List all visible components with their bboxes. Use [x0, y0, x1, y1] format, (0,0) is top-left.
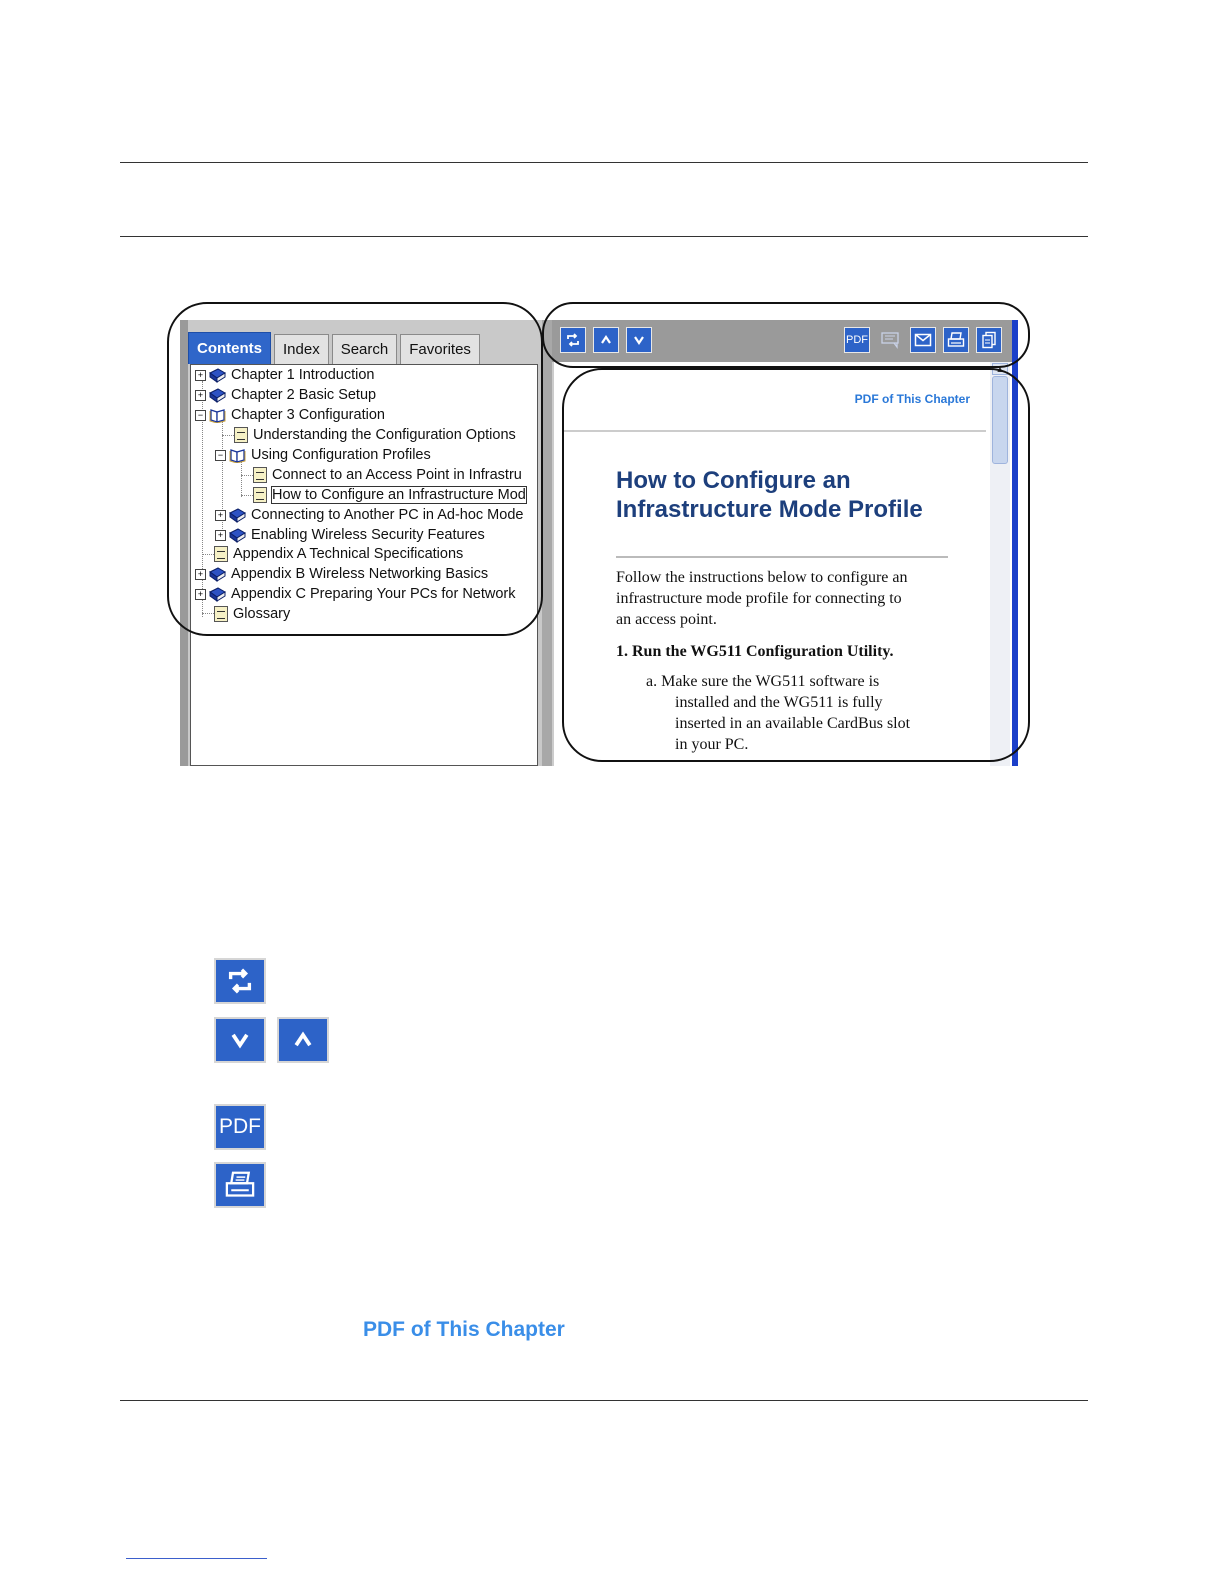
- tree-item-label: Using Configuration Profiles: [251, 447, 431, 463]
- tree-item[interactable]: [195, 405, 385, 425]
- toolbar: [552, 320, 1012, 362]
- content-divider: [564, 430, 986, 432]
- tree-item[interactable]: [253, 465, 522, 485]
- page-icon: [253, 467, 267, 483]
- tree-item-label: Appendix A Technical Specifications: [233, 546, 464, 562]
- contents-tree: [190, 364, 538, 766]
- open-book-icon: [229, 448, 246, 463]
- tree-item-label: Glossary: [233, 606, 291, 622]
- substep-line: in your PC.: [675, 736, 749, 753]
- window-edge: [1012, 320, 1018, 766]
- intro-line: an access point.: [616, 611, 717, 628]
- copy-icon: [981, 331, 997, 349]
- navigation-pane: [180, 320, 550, 766]
- pane-edge: [180, 320, 188, 766]
- page-icon: [214, 546, 228, 562]
- nav-tabs: [188, 330, 480, 364]
- tree-item-label: Appendix C Preparing Your PCs for Network: [231, 586, 516, 602]
- help-viewer-screenshot: [180, 320, 1018, 766]
- next-topic-button-large: [214, 1017, 266, 1063]
- substep-line: a. Make sure the WG511 software is: [646, 673, 880, 690]
- tree-item-label: Understanding the Configuration Options: [253, 427, 516, 443]
- top-rule: [120, 162, 1088, 163]
- tree-item-label: Connect to an Access Point in Infrastru: [272, 467, 522, 483]
- previous-topic-button-large: [277, 1017, 329, 1063]
- tree-item-label: Connecting to Another PC in Ad-hoc Mode: [251, 507, 524, 523]
- tree-item[interactable]: [214, 604, 290, 624]
- tree-item-label: Chapter 2 Basic Setup: [231, 387, 377, 403]
- copy-button[interactable]: [976, 327, 1002, 353]
- tree-item[interactable]: [215, 445, 431, 465]
- tree-item-label: Appendix B Wireless Networking Basics: [231, 566, 489, 582]
- tree-item-label: How to Configure an Infrastructure Mod: [272, 487, 526, 503]
- tree-connector: [202, 613, 214, 614]
- closed-book-icon: [209, 567, 226, 582]
- tab-contents[interactable]: Contents: [188, 332, 271, 364]
- tree-item[interactable]: [215, 525, 485, 545]
- printer-icon: [224, 1171, 256, 1199]
- tree-item-label: Enabling Wireless Security Features: [251, 527, 485, 543]
- tree-item[interactable]: [195, 584, 516, 604]
- expand-icon[interactable]: +: [195, 370, 206, 381]
- topic-content: [552, 362, 992, 766]
- closed-book-icon: [209, 368, 226, 383]
- comment-button[interactable]: [878, 327, 904, 353]
- open-book-icon: [209, 408, 226, 423]
- page-icon: [253, 487, 267, 503]
- chevron-down-icon: [228, 1028, 252, 1052]
- header-rule: [120, 236, 1088, 237]
- sync-icon: [225, 966, 255, 996]
- scroll-thumb[interactable]: [992, 376, 1008, 464]
- envelope-icon: [914, 333, 932, 347]
- pdf-of-chapter-link[interactable]: PDF of This Chapter: [854, 392, 970, 406]
- substep-line: inserted in an available CardBus slot: [675, 715, 911, 732]
- closed-book-icon: [209, 587, 226, 602]
- printer-icon: [947, 332, 965, 348]
- tree-item-label: Chapter 1 Introduction: [231, 367, 375, 383]
- closed-book-icon: [229, 508, 246, 523]
- intro-line: infrastructure mode profile for connecting to: [616, 590, 902, 607]
- step-heading: 1. Run the WG511 Configuration Utility.: [616, 643, 894, 660]
- sync-toc-button[interactable]: [560, 327, 586, 353]
- chevron-up-icon: [599, 333, 613, 347]
- expand-icon[interactable]: +: [195, 569, 206, 580]
- sync-icon: [565, 332, 581, 348]
- substep-a: [646, 671, 910, 755]
- content-scrollbar[interactable]: [990, 362, 1010, 766]
- topic-title-line: How to Configure an: [616, 467, 851, 494]
- chevron-up-icon: [291, 1028, 315, 1052]
- title-divider: [616, 556, 948, 558]
- topic-title: [616, 466, 976, 524]
- tree-connector: [202, 554, 214, 555]
- tree-item-selected[interactable]: [253, 485, 526, 505]
- tab-favorites[interactable]: Favorites: [400, 334, 480, 364]
- collapse-icon[interactable]: −: [215, 450, 226, 461]
- footer-rule: [120, 1400, 1088, 1401]
- expand-icon[interactable]: +: [215, 530, 226, 541]
- closed-book-icon: [209, 388, 226, 403]
- expand-icon[interactable]: +: [195, 390, 206, 401]
- print-button-large: [214, 1162, 266, 1208]
- tree-connector: [241, 475, 253, 476]
- print-button[interactable]: [943, 327, 969, 353]
- collapse-icon[interactable]: −: [195, 410, 206, 421]
- expand-icon[interactable]: +: [215, 510, 226, 521]
- comment-icon: [880, 330, 902, 350]
- intro-line: Follow the instructions below to configure an: [616, 569, 908, 586]
- closed-book-icon: [229, 528, 246, 543]
- email-button[interactable]: [910, 327, 936, 353]
- sync-toc-button-large: [214, 958, 266, 1004]
- tree-connector: [241, 495, 253, 496]
- tree-item[interactable]: [214, 544, 463, 564]
- topic-pane: [552, 320, 1018, 766]
- pdf-button[interactable]: PDF: [844, 327, 870, 353]
- chevron-down-icon: [632, 333, 646, 347]
- next-topic-button[interactable]: [626, 327, 652, 353]
- pane-splitter[interactable]: [542, 320, 552, 766]
- substep-line: installed and the WG511 is fully: [675, 694, 883, 711]
- expand-icon[interactable]: +: [195, 589, 206, 600]
- pdf-button-large: PDF: [214, 1104, 266, 1150]
- tree-item[interactable]: [195, 564, 488, 584]
- pdf-of-chapter-link-large: PDF of This Chapter: [363, 1318, 565, 1341]
- tree-connector: [222, 435, 234, 436]
- tab-search[interactable]: Search: [332, 334, 398, 364]
- tree-item[interactable]: [234, 425, 516, 445]
- tree-item[interactable]: [195, 365, 374, 385]
- scroll-up-button[interactable]: ▲: [992, 363, 1008, 375]
- tree-connector: [241, 461, 242, 497]
- tree-item[interactable]: [215, 505, 523, 525]
- tab-index[interactable]: Index: [274, 334, 329, 364]
- previous-topic-button[interactable]: [593, 327, 619, 353]
- footer-link-underline: [126, 1558, 267, 1559]
- intro-paragraph: [616, 567, 908, 630]
- tree-item[interactable]: [195, 385, 376, 405]
- page-icon: [214, 606, 228, 622]
- topic-title-line: Infrastructure Mode Profile: [616, 496, 923, 523]
- tree-item-label: Chapter 3 Configuration: [231, 407, 385, 423]
- page-icon: [234, 427, 248, 443]
